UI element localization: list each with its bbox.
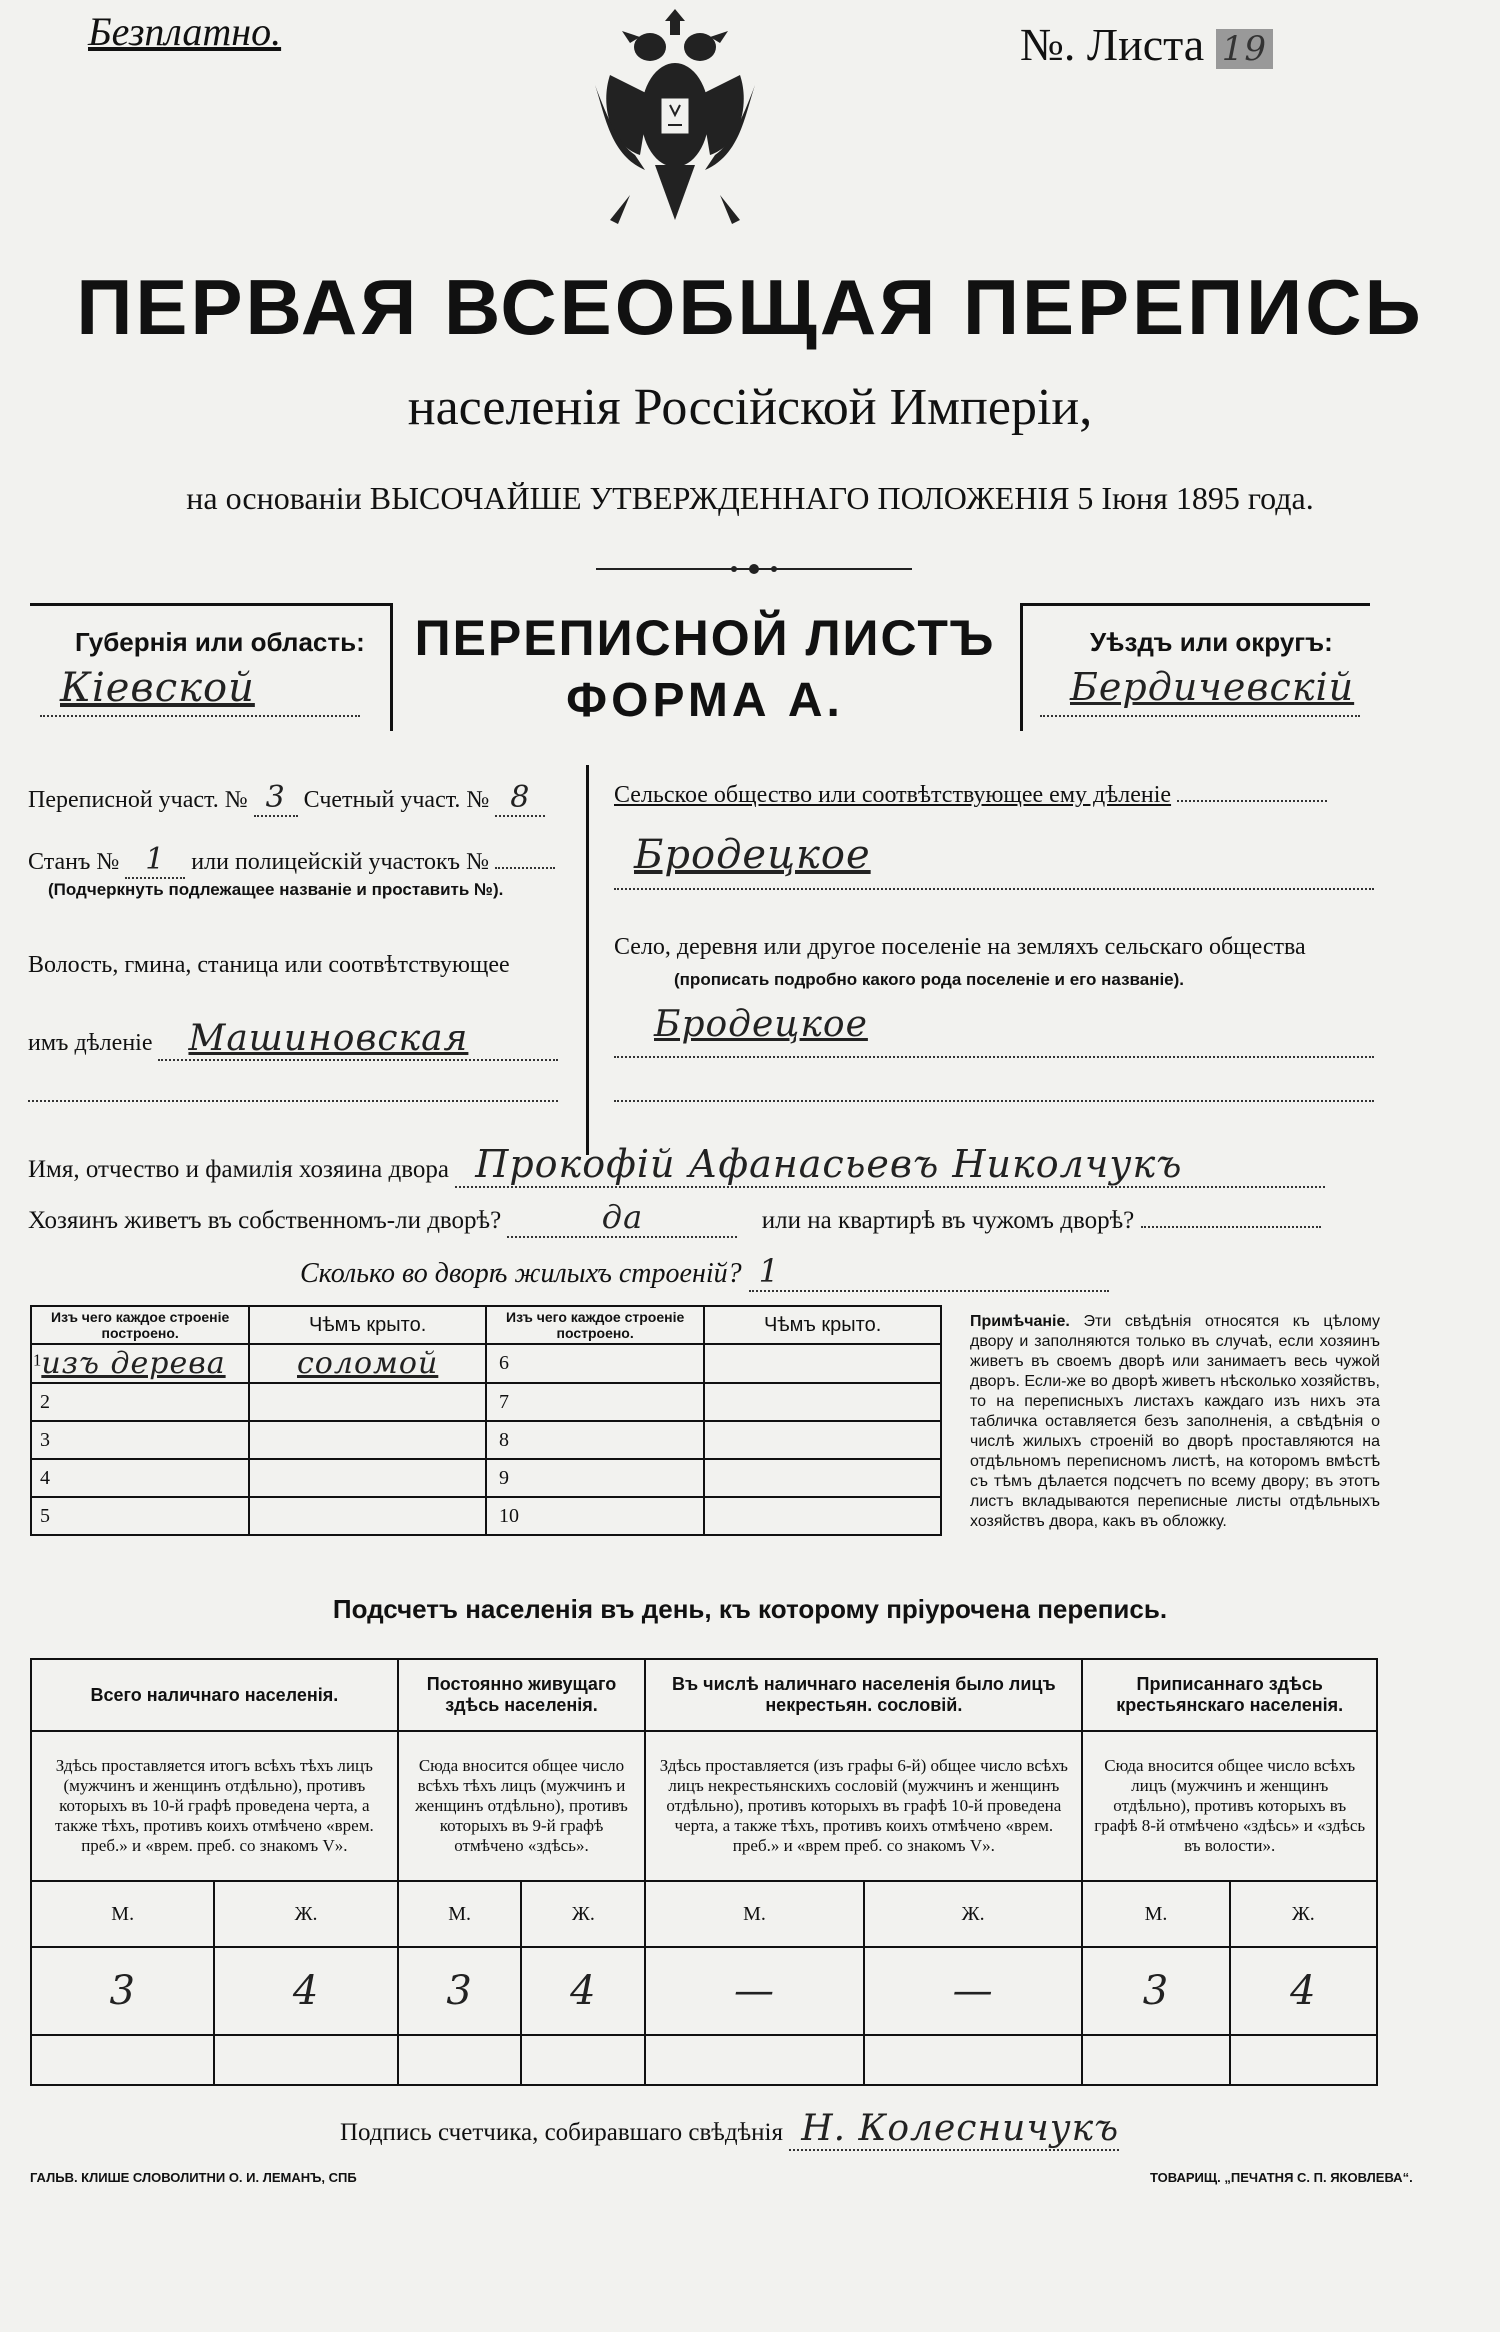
buildings-count-row [300,1252,1200,1292]
count-table [30,1658,1378,2086]
male-head: М. [398,1881,522,1947]
free-label: Безплатно. [88,9,282,54]
col-roof-head-2: Чѣмъ крыто. [704,1306,941,1344]
guberniya-label: Губернія или область: [75,627,365,657]
volost-row [28,1018,568,1061]
census-district-label: Переписной участ. № [28,787,248,813]
census-district-value: 3 [254,780,298,817]
male-head: М. [1082,1881,1229,1947]
buildings-table [30,1305,942,1536]
form-title: ПЕРЕПИСНОЙ ЛИСТЪ [414,610,996,666]
count-value: — [864,1947,1083,2035]
note-title: Примѣчаніе. [970,1313,1070,1330]
group-head: Всего наличнаго населенія. [31,1659,398,1731]
village-label: Село, деревня или другое поселеніе на земляхъ сельскаго общества [614,934,1306,960]
stan-label: Станъ № [28,849,120,875]
count-value: 4 [521,1947,645,2035]
group-head: Приписаннаго здѣсь крестьянскаго населенія. [1082,1659,1377,1731]
guberniya-value: Кіевской [60,665,255,711]
count-district-value: 8 [495,780,545,817]
table-row: 5 10 [31,1497,941,1535]
vertical-divider [586,765,589,1155]
female-head: Ж. [864,1881,1083,1947]
rented-label: или на квартирѣ въ чужомъ дворѣ? [761,1207,1135,1234]
district-row [28,780,568,817]
police-label: или полицейскій участокъ № [191,849,489,875]
sheet-label: №. Листа [1020,19,1205,70]
form-subtitle: населенія Россійской Имперіи, [407,379,1093,436]
volost-value: Машиновская [158,1018,558,1061]
signature-value: Н. Колесничукъ [789,2108,1119,2151]
village-note: (прописать подробно какого рода поселеніе и его названіе). [674,970,1185,989]
stan-row [28,842,568,879]
table-row: 4 9 [31,1459,941,1497]
group-head: Постоянно живущаго здѣсь населенія. [398,1659,646,1731]
signature-label: Подпись счетчика, собиравшаго свѣдѣнія [340,2119,783,2146]
form-main-title: ПЕРВАЯ ВСЕОБЩАЯ ПЕРЕПИСЬ [76,263,1424,351]
region-band [30,603,1370,731]
form-subtitle-a: ФОРМА А. [566,674,844,727]
owner-name-label: Имя, отчество и фамилія хозяина двора [28,1156,449,1183]
group-desc: Здѣсь проставляется (изъ графы 6-й) общее число всѣхъ лицъ некрестьянскихъ сословій (мужчинъ и женщинъ отдѣльно), противъ которыхъ въ графѣ 10-й проведена черта, а также тѣхъ, противъ коихъ отмѣчено «врем. преб.» и «врем преб. со знакомъ V». [645,1731,1082,1881]
sheet-value: 19 [1216,29,1273,69]
group-desc: Здѣсь проставляется итогъ всѣхъ тѣхъ лицъ (мужчинъ и женщинъ отдѣльно), противъ которыхъ въ 10-й графѣ проведена черта, а также тѣхъ, противъ коихъ отмѣчено «врем. преб.» и «врем. преб. со знакомъ V». [31,1731,398,1881]
uezd-field [1040,665,1360,717]
volost-extra-line [28,1100,558,1102]
roof-value: соломой [297,1346,439,1381]
uezd-value: Бердичевскій [1070,665,1355,709]
right-print-note: ТОВАРИЩ. „ПЕЧАТНЯ С. П. ЯКОВЛЕВА“. [1150,2170,1413,2185]
guberniya-field [40,665,360,717]
own-yard-label: Хозяинъ живетъ въ собственномъ-ли дворѣ? [28,1207,502,1234]
count-value: 4 [1230,1947,1377,2035]
female-head: Ж. [1230,1881,1377,1947]
left-print-note: ГАЛЬВ. КЛИШЕ СЛОВОЛИТНИ О. И. ЛЕМАНЪ, СПБ [30,2170,357,2185]
village-value: Бродецкое [654,1004,868,1045]
underline-note: (Подчеркнуть подлежащее названіе и проставить №). [48,880,504,899]
count-value: — [645,1947,864,2035]
count-title: Подсчетъ населенія въ день, къ которому пріурочена перепись. [332,1594,1168,1624]
female-head: Ж. [214,1881,397,1947]
count-value: 4 [214,1947,397,2035]
uezd-label: Уѣздъ или округъ: [1090,627,1333,657]
society-value: Бродецкое [634,832,871,878]
owner-name-value: Прокофій Афанасьевъ Николчукъ [455,1142,1325,1188]
society-row [614,782,1374,809]
col-material-head: Изъ чего каждое строеніе построено. [31,1306,249,1344]
ornament-divider [596,562,912,574]
male-head: М. [31,1881,214,1947]
own-yard-value: да [507,1198,737,1238]
group-desc: Сюда вносится общее число всѣхъ тѣхъ лицъ (мужчинъ и женщинъ отдѣльно), противъ которыхъ въ 9-й графѣ отмѣчено «здѣсь». [398,1731,646,1881]
count-value: 3 [1082,1947,1229,2035]
form-basis: на основаніи ВЫСОЧАЙШЕ УТВЕРЖДЕННАГО ПОЛОЖЕНІЯ 5 Іюня 1895 года. [186,480,1314,516]
female-head: Ж. [521,1881,645,1947]
signature-row [340,2108,1160,2151]
group-head: Въ числѣ наличнаго населенія было лицъ некрестьян. сословій. [645,1659,1082,1731]
male-head: М. [645,1881,864,1947]
society-label: Сельское общество или соотвѣтствующее ему дѣленіе [614,782,1172,808]
buildings-note [970,1312,1380,1532]
stan-value: 1 [125,842,185,879]
table-row: 3 8 [31,1421,941,1459]
count-value: 3 [398,1947,522,2035]
village-field [614,1004,1374,1058]
group-desc: Сюда вносится общее число всѣхъ лицъ (мужчинъ и женщинъ отдѣльно), противъ которыхъ въ графѣ 8-й отмѣчено «здѣсь» и «здѣсь въ волости». [1082,1731,1377,1881]
society-field [614,832,1374,890]
volost-label: Волость, гмина, станица или соотвѣтствующее [28,952,510,978]
note-text: Эти свѣдѣнія относятся къ цѣлому двору и заполняются только въ случаѣ, если хозяинъ живетъ въ своемъ дворѣ или занимаетъ весь чужой дворъ. Если-же во дворѣ живетъ нѣсколько хозяйствъ, то на переписныхъ листахъ каждаго изъ нихъ эта табличка оставляется безъ заполненія, а свѣдѣнія о числѣ жилыхъ строеній во дворѣ проставляются на отдѣльномъ переписномъ листѣ, на которомъ вмѣстѣ съ тѣмъ дѣлается подсчетъ по всему двору; въ этотъ листъ вкладываются переписные листы отдѣльныхъ хозяйствъ двора, какъ въ обложку. [970,1313,1380,1530]
buildings-count-value: 1 [749,1252,1109,1292]
table-row: $^1$изъ дерева соломой 6 [31,1344,941,1383]
count-values-row [31,1947,1377,2035]
own-yard-row [28,1198,1378,1238]
col-material-head-2: Изъ чего каждое строеніе построено. [486,1306,704,1344]
buildings-count-label: Сколько во дворѣ жилыхъ строеній? [300,1258,742,1289]
owner-name-row [28,1142,1378,1188]
material-value: изъ дерева [41,1346,226,1381]
double-headed-eagle-icon [590,5,760,235]
col-roof-head: Чѣмъ крыто. [249,1306,486,1344]
count-value: 3 [31,1947,214,2035]
count-district-label: Счетный участ. № [303,787,490,813]
village-extra-line [614,1100,1374,1102]
table-row: 2 7 [31,1383,941,1421]
sheet-number [1020,18,1273,71]
volost-label-2: имъ дѣленіе [28,1030,153,1056]
